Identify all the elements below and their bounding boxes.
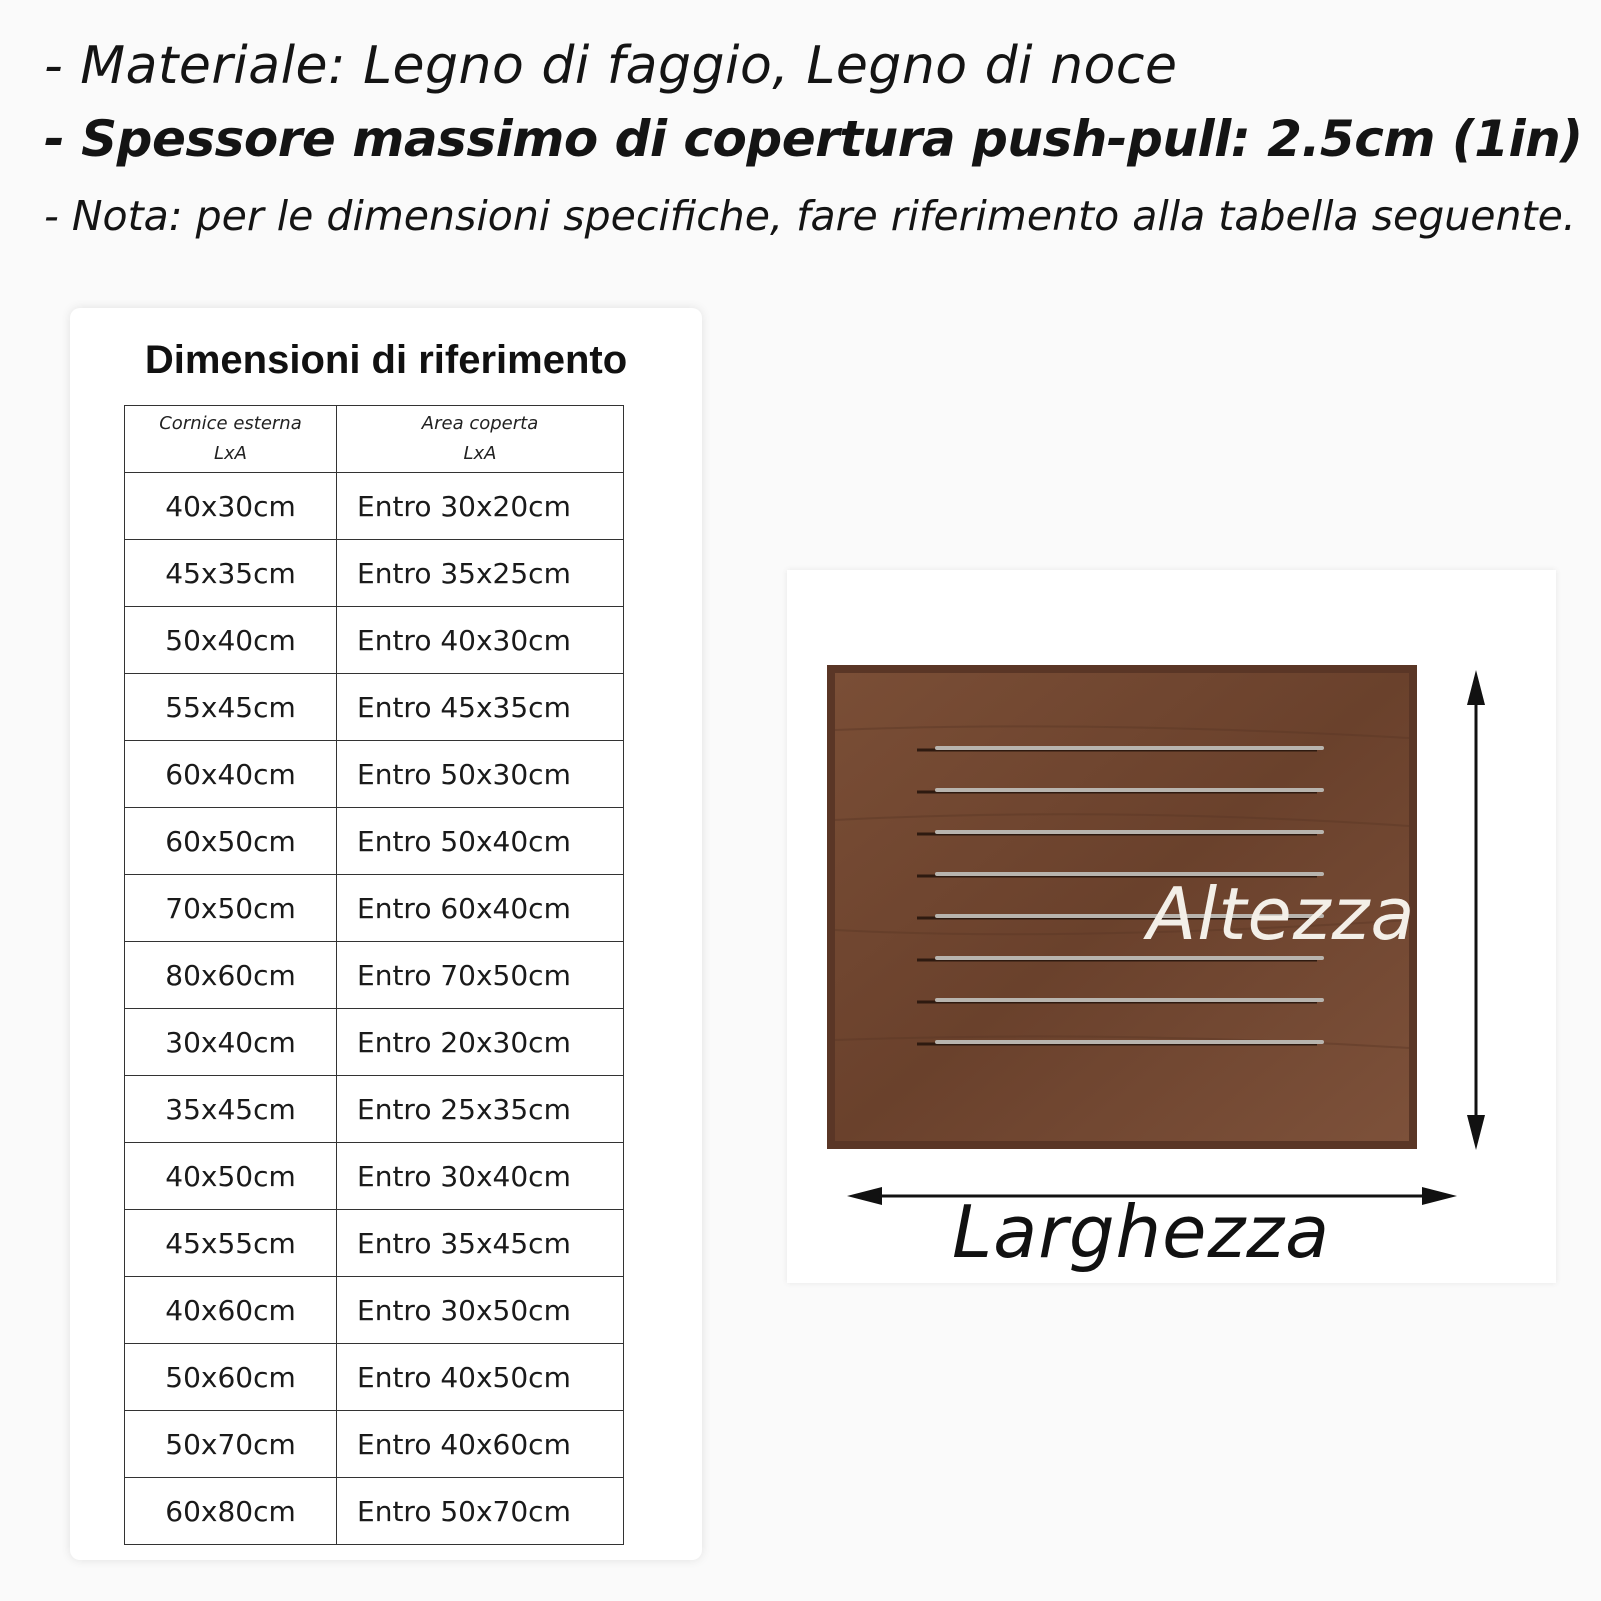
table-row [125, 473, 624, 540]
covered-area-cell: Entro 30x20cm [337, 473, 624, 540]
table-row [125, 674, 624, 741]
outer-frame-cell: 45x55cm [125, 1210, 337, 1277]
outer-frame-cell: 55x45cm [125, 674, 337, 741]
table-row [125, 1076, 624, 1143]
covered-area-cell: Entro 20x30cm [337, 1009, 624, 1076]
table-row [125, 1411, 624, 1478]
outer-frame-cell: 40x50cm [125, 1143, 337, 1210]
table-row [125, 1277, 624, 1344]
covered-area-cell: Entro 60x40cm [337, 875, 624, 942]
height-arrow [1467, 670, 1485, 1150]
outer-frame-cell: 50x60cm [125, 1344, 337, 1411]
covered-area-cell: Entro 50x70cm [337, 1478, 624, 1545]
col-header-covered-sub: LxA [463, 443, 497, 464]
size-diagram [787, 570, 1556, 1283]
covered-area-cell: Entro 50x30cm [337, 741, 624, 808]
covered-area-cell: Entro 25x35cm [337, 1076, 624, 1143]
outer-frame-cell: 50x40cm [125, 607, 337, 674]
table-row [125, 741, 624, 808]
outer-frame-cell: 60x50cm [125, 808, 337, 875]
covered-area-cell: Entro 40x50cm [337, 1344, 624, 1411]
col-header-covered-label: Area coperta [421, 413, 539, 434]
outer-frame-cell: 60x80cm [125, 1478, 337, 1545]
covered-area-cell: Entro 40x60cm [337, 1411, 624, 1478]
dimensions-table [124, 405, 624, 1545]
table-row [125, 1143, 624, 1210]
covered-area-cell: Entro 35x45cm [337, 1210, 624, 1277]
col-header-outer-label: Cornice esterna [159, 413, 302, 434]
table-row [125, 1009, 624, 1076]
table-row [125, 1210, 624, 1277]
material-spec: - Materiale: Legno di faggio, Legno di noce [44, 36, 1178, 96]
table-row [125, 1478, 624, 1545]
outer-frame-cell: 50x70cm [125, 1411, 337, 1478]
covered-area-cell: Entro 30x40cm [337, 1143, 624, 1210]
table-body [125, 473, 624, 1545]
covered-area-cell: Entro 50x40cm [337, 808, 624, 875]
covered-area-cell: Entro 30x50cm [337, 1277, 624, 1344]
outer-frame-cell: 45x35cm [125, 540, 337, 607]
width-label: Larghezza [952, 1190, 1331, 1274]
table-row [125, 875, 624, 942]
covered-area-cell: Entro 35x25cm [337, 540, 624, 607]
table-title: Dimensioni di riferimento [144, 338, 628, 382]
thickness-spec: - Spessore massimo di copertura push-pull: 2.5cm (1in) [44, 110, 1583, 168]
col-header-outer-sub: LxA [214, 443, 247, 464]
col-header-outer-frame [125, 406, 337, 473]
table-header-row [125, 406, 624, 473]
outer-frame-cell: 40x30cm [125, 473, 337, 540]
outer-frame-cell: 80x60cm [125, 942, 337, 1009]
covered-area-cell: Entro 40x30cm [337, 607, 624, 674]
table-row [125, 607, 624, 674]
table-row [125, 540, 624, 607]
covered-area-cell: Entro 45x35cm [337, 674, 624, 741]
height-label: Altezza [1147, 872, 1416, 956]
table-row [125, 942, 624, 1009]
outer-frame-cell: 30x40cm [125, 1009, 337, 1076]
outer-frame-cell: 35x45cm [125, 1076, 337, 1143]
outer-frame-cell: 70x50cm [125, 875, 337, 942]
covered-area-cell: Entro 70x50cm [337, 942, 624, 1009]
outer-frame-cell: 60x40cm [125, 741, 337, 808]
dimensions-card [70, 308, 702, 1560]
outer-frame-cell: 40x60cm [125, 1277, 337, 1344]
table-row [125, 808, 624, 875]
note-spec: - Nota: per le dimensioni specifiche, fare riferimento alla tabella seguente. [44, 192, 1576, 240]
table-row [125, 1344, 624, 1411]
col-header-covered-area [337, 406, 624, 473]
